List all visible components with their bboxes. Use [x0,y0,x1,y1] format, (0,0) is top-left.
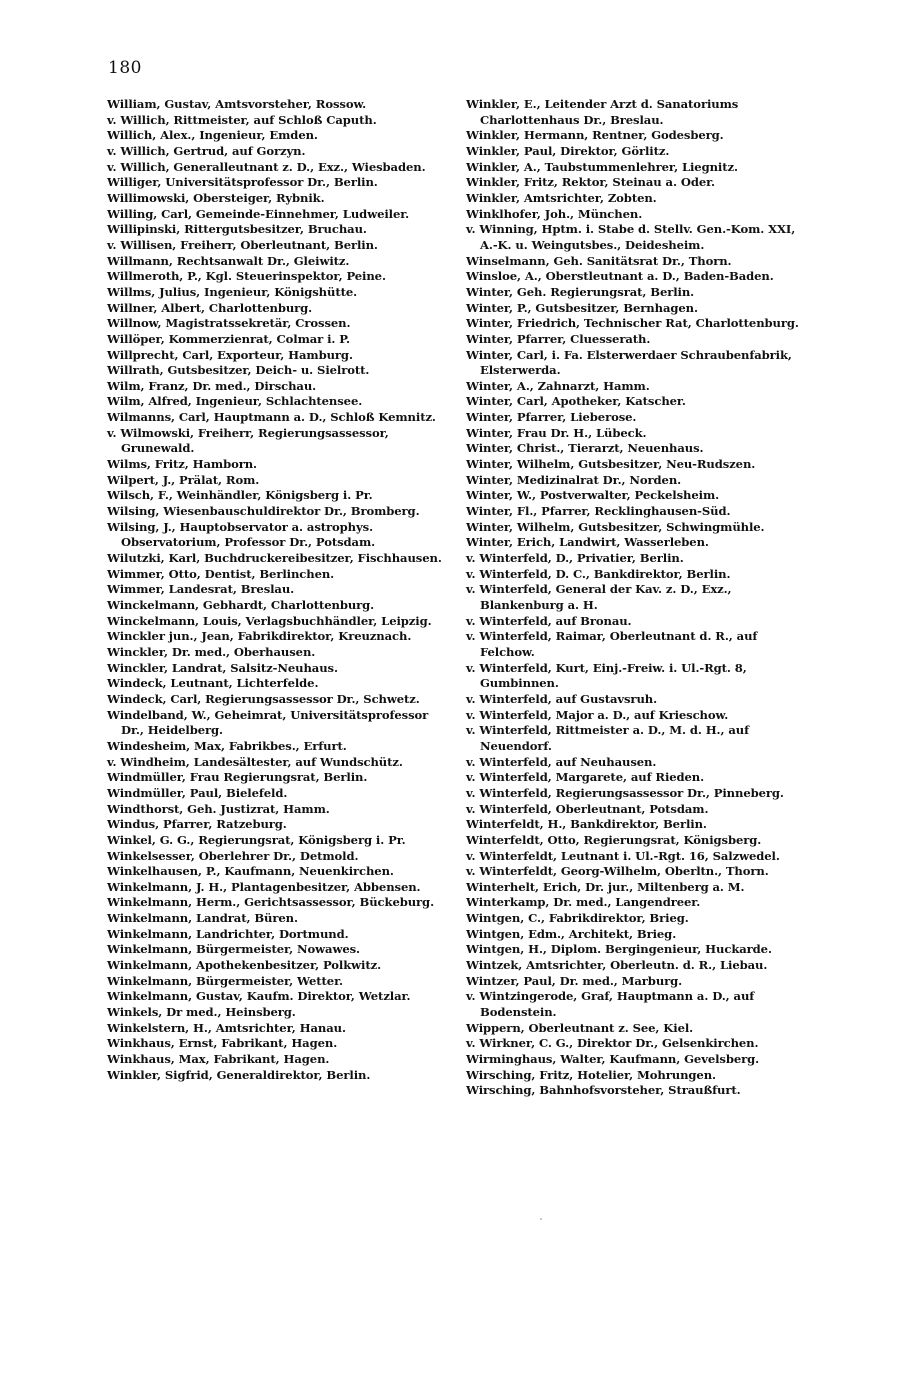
directory-entry: Winckler, Landrat, Salsitz-Neuhaus. [107,660,338,675]
right-column [466,97,812,1099]
directory-entry: Winkler, Fritz, Rektor, Steinau a. Oder. [466,175,715,190]
directory-entry: Wintzer, Paul, Dr. med., Marburg. [466,973,683,988]
directory-entry: Willms, Julius, Ingenieur, Königshütte. [107,284,358,299]
directory-entry: Winterhelt, Erich, Dr. jur., Miltenberg a. M. [466,879,745,894]
directory-entry: Wilms, Fritz, Hamborn. [107,457,257,472]
directory-entry: Winter, Friedrich, Technischer Rat, Charlottenburg. [466,316,799,331]
directory-entry: Willnow, Magistratssekretär, Crossen. [107,316,351,331]
directory-entry: Winkelmann, J. H., Plantagenbesitzer, Abbensen. [107,879,421,894]
directory-entry: Windus, Pfarrer, Ratzeburg. [107,817,287,832]
directory-entry: Wilsch, F., Weinhändler, Königsberg i. Pr. [107,488,373,503]
directory-entry: Willich, Alex., Ingenieur, Emden. [107,128,318,143]
directory-entry: v. Willisen, Freiherr, Oberleutnant, Berlin. [107,237,378,252]
directory-entry: Winter, Fl., Pfarrer, Recklinghausen-Süd. [466,504,731,519]
directory-entry: Wilmanns, Carl, Hauptmann a. D., Schloß Kemnitz. [107,410,436,425]
directory-entry: v. Winterfeld, Regierungsassessor Dr., Pinneberg. [466,785,784,800]
directory-entry: v. Wilmowski, Freiherr, Regierungsassessor, Grunewald. [107,425,389,456]
directory-entry: Windelband, W., Geheimrat, Universitätsprofessor Dr., Heidelberg. [107,707,429,738]
directory-entry: v. Winterfeld, Raimar, Oberleutnant d. R., auf Felchow. [466,629,758,659]
directory-entry: Willprecht, Carl, Exporteur, Hamburg. [107,347,353,362]
directory-entry: Winter, A., Zahnarzt, Hamm. [466,378,650,393]
directory-entry: Winter, Carl, i. Fa. Elsterwerdaer Schraubenfabrik, Elsterwerda. [466,347,792,378]
directory-entry: Winkler, Amtsrichter, Zobten. [466,190,657,205]
directory-entry: Winkler, E., Leitender Arzt d. Sanatoriums Charlottenhaus Dr., Breslau. [466,97,739,127]
directory-entry: Willöper, Kommerzienrat, Colmar i. P. [107,331,350,346]
directory-entry: Wilm, Franz, Dr. med., Dirschau. [107,378,317,393]
print-speck [540,1218,542,1220]
directory-entry: Winkelmann, Apothekenbesitzer, Polkwitz. [107,958,382,973]
directory-entry: v. Winterfeld, auf Bronau. [466,613,632,628]
directory-entry: Winter, Pfarrer, Lieberose. [466,410,637,425]
directory-entry: Winckelmann, Gebhardt, Charlottenburg. [107,598,375,612]
directory-entry: Wimmer, Landesrat, Breslau. [107,582,295,597]
directory-entry: Winter, Wilhelm, Gutsbesitzer, Neu-Rudszen. [466,457,756,472]
directory-entry: Winselmann, Geh. Sanitätsrat Dr., Thorn. [466,253,732,268]
directory-entry: Wirminghaus, Walter, Kaufmann, Gevelsberg. [466,1052,760,1067]
directory-entry: Winter, Pfarrer, Cluesserath. [466,331,651,346]
directory-entry: Winkelmann, Landrat, Büren. [107,911,298,926]
directory-entry: v. Winning, Hptm. i. Stabe d. Stellv. Gen.-Kom. XXI, A.-K. u. Weingutsbes., Deidesheim. [466,222,796,252]
directory-entry: Winkels, Dr med., Heinsberg. [107,1005,296,1020]
directory-entry: Windesheim, Max, Fabrikbes., Erfurt. [107,738,347,753]
directory-entry: Wilpert, J., Prälat, Rom. [107,472,260,487]
directory-entry: Wintgen, Edm., Architekt, Brieg. [466,926,677,941]
directory-entry: Willmann, Rechtsanwalt Dr., Gleiwitz. [107,253,350,268]
directory-entry: Winter, Frau Dr. H., Lübeck. [466,425,647,440]
directory-entry: Winkler, A., Taubstummenlehrer, Liegnitz. [466,159,738,174]
directory-entry: Winkelmann, Landrichter, Dortmund. [107,926,349,941]
directory-entry: Willmeroth, P., Kgl. Steuerinspektor, Peine. [107,269,386,284]
directory-entry: v. Winterfeld, D., Privatier, Berlin. [466,551,684,566]
directory-entry: Willrath, Gutsbesitzer, Deich- u. Sielrott. [107,363,370,378]
directory-entry: Winkelmann, Gustav, Kaufm. Direktor, Wetzlar. [107,989,411,1004]
directory-entry: Winkelmann, Bürgermeister, Nowawes. [107,942,360,957]
directory-entry: Winterkamp, Dr. med., Langendreer. [466,895,701,910]
directory-entry: Winsloe, A., Oberstleutnant a. D., Baden-Baden. [466,269,774,284]
directory-entry: v. Willich, Gertrud, auf Gorzyn. [107,143,306,158]
directory-entry: v. Winterfeld, Margarete, auf Rieden. [466,770,705,785]
directory-entry: v. Winterfeldt, Leutnant i. Ul.-Rgt. 16, Salzwedel. [466,848,780,863]
directory-entry: v. Winterfeld, Kurt, Einj.-Freiw. i. Ul.-Rgt. 8, Gumbinnen. [466,660,747,691]
directory-entry: Winklhofer, Joh., München. [466,206,643,221]
directory-entry: v. Winterfeld, General der Kav. z. D., Exz., Blankenburg a. H. [466,582,732,612]
left-column [107,97,453,1083]
directory-entry: v. Winterfeld, auf Neuhausen. [466,754,657,769]
directory-entry: Wilsing, J., Hauptobservator a. astrophys. Observatorium, Professor Dr., Potsdam. [107,519,376,550]
directory-entry: Winter, Geh. Regierungsrat, Berlin. [466,284,695,299]
directory-entry: v. Wirkner, C. G., Direktor Dr., Gelsenkirchen. [466,1036,759,1051]
directory-entry: Winckler jun., Jean, Fabrikdirektor, Kreuznach. [107,629,412,644]
directory-entry: Windmüller, Frau Regierungsrat, Berlin. [107,770,368,785]
directory-entry: Winkler, Hermann, Rentner, Godesberg. [466,128,724,143]
directory-entry: Wippern, Oberleutnant z. See, Kiel. [466,1020,694,1035]
directory-entry: Winter, Christ., Tierarzt, Neuenhaus. [466,441,704,456]
directory-entry: Williger, Universitätsprofessor Dr., Berlin. [107,175,378,190]
directory-entry: Windeck, Carl, Regierungsassessor Dr., Schwetz. [107,691,420,706]
directory-entry: v. Winterfeld, auf Gustavsruh. [466,691,658,706]
directory-entry: Winkelhausen, P., Kaufmann, Neuenkirchen. [107,864,394,879]
directory-entry: Wintzek, Amtsrichter, Oberleutn. d. R., Liebau. [466,958,768,973]
directory-entry: Winkelmann, Bürgermeister, Wetter. [107,973,343,988]
directory-entry: v. Willich, Rittmeister, auf Schloß Caputh. [107,112,377,127]
directory-entry: Winkler, Sigfrid, Generaldirektor, Berlin. [107,1067,371,1082]
directory-entry: Winckler, Dr. med., Oberhausen. [107,644,316,659]
directory-entry: Windeck, Leutnant, Lichterfelde. [107,676,319,691]
directory-entry: v. Winterfeld, Oberleutnant, Potsdam. [466,801,709,816]
directory-entry: Willipinski, Rittergutsbesitzer, Bruchau. [107,222,367,237]
directory-entry: v. Windheim, Landesältester, auf Wundschütz. [107,754,403,769]
directory-entry: William, Gustav, Amtsvorsteher, Rossow. [107,97,367,111]
directory-entry: Winkelsesser, Oberlehrer Dr., Detmold. [107,848,359,863]
directory-entry: Winkelmann, Herm., Gerichtsassessor, Bückeburg. [107,895,435,910]
directory-entry: Winkhaus, Max, Fabrikant, Hagen. [107,1052,330,1067]
directory-entry: Winkler, Paul, Direktor, Görlitz. [466,143,670,158]
directory-entry: Winter, W., Postverwalter, Peckelsheim. [466,488,720,503]
directory-entry: Winterfeldt, Otto, Regierungsrat, Königsberg. [466,832,762,847]
directory-entry: Wilm, Alfred, Ingenieur, Schlachtensee. [107,394,363,409]
directory-entry: Windthorst, Geh. Justizrat, Hamm. [107,801,330,816]
directory-entry: Wintgen, C., Fabrikdirektor, Brieg. [466,911,689,926]
directory-entry: Wirsching, Bahnhofsvorsteher, Straußfurt. [466,1083,741,1098]
directory-entry: Winter, Carl, Apotheker, Katscher. [466,394,686,409]
directory-entry: Wimmer, Otto, Dentist, Berlinchen. [107,566,335,581]
directory-entry: v. Willich, Generalleutnant z. D., Exz., Wiesbaden. [107,159,426,174]
directory-entry: Windmüller, Paul, Bielefeld. [107,785,288,800]
directory-entry: Winterfeldt, H., Bankdirektor, Berlin. [466,817,707,832]
directory-entry: Winckelmann, Louis, Verlagsbuchhändler, Leipzig. [107,613,432,628]
directory-entry: Winter, Wilhelm, Gutsbesitzer, Schwingmühle. [466,519,765,534]
directory-entry: v. Winterfeld, Major a. D., auf Krieschow. [466,707,729,722]
directory-entry: Wirsching, Fritz, Hotelier, Mohrungen. [466,1067,716,1082]
directory-entry: v. Wintzingerode, Graf, Hauptmann a. D., auf Bodenstein. [466,989,755,1020]
directory-entry: Wilsing, Wiesenbauschuldirektor Dr., Bromberg. [107,504,420,519]
directory-entry: Wintgen, H., Diplom. Bergingenieur, Huckarde. [466,942,772,957]
directory-entry: v. Winterfeld, D. C., Bankdirektor, Berlin. [466,566,731,581]
directory-entry: Willimowski, Obersteiger, Rybnik. [107,190,325,205]
page-number: 180 [108,58,142,78]
directory-entry: Winter, Medizinalrat Dr., Norden. [466,472,682,487]
directory-entry: Winter, P., Gutsbesitzer, Bernhagen. [466,300,698,315]
directory-entry: Winkel, G. G., Regierungsrat, Königsberg i. Pr. [107,832,406,847]
directory-entry: v. Winterfeldt, Georg-Wilhelm, Oberltn., Thorn. [466,864,769,879]
directory-entry: Wilutzki, Karl, Buchdruckereibesitzer, Fischhausen. [107,551,442,566]
directory-entry: Willner, Albert, Charlottenburg. [107,300,313,315]
directory-entry: Winkelstern, H., Amtsrichter, Hanau. [107,1020,346,1035]
directory-entry: Willing, Carl, Gemeinde-Einnehmer, Ludweiler. [107,206,410,221]
directory-entry: v. Winterfeld, Rittmeister a. D., M. d. H., auf Neuendorf. [466,723,749,753]
directory-entry: Winter, Erich, Landwirt, Wasserleben. [466,535,709,550]
directory-entry: Winkhaus, Ernst, Fabrikant, Hagen. [107,1036,338,1051]
